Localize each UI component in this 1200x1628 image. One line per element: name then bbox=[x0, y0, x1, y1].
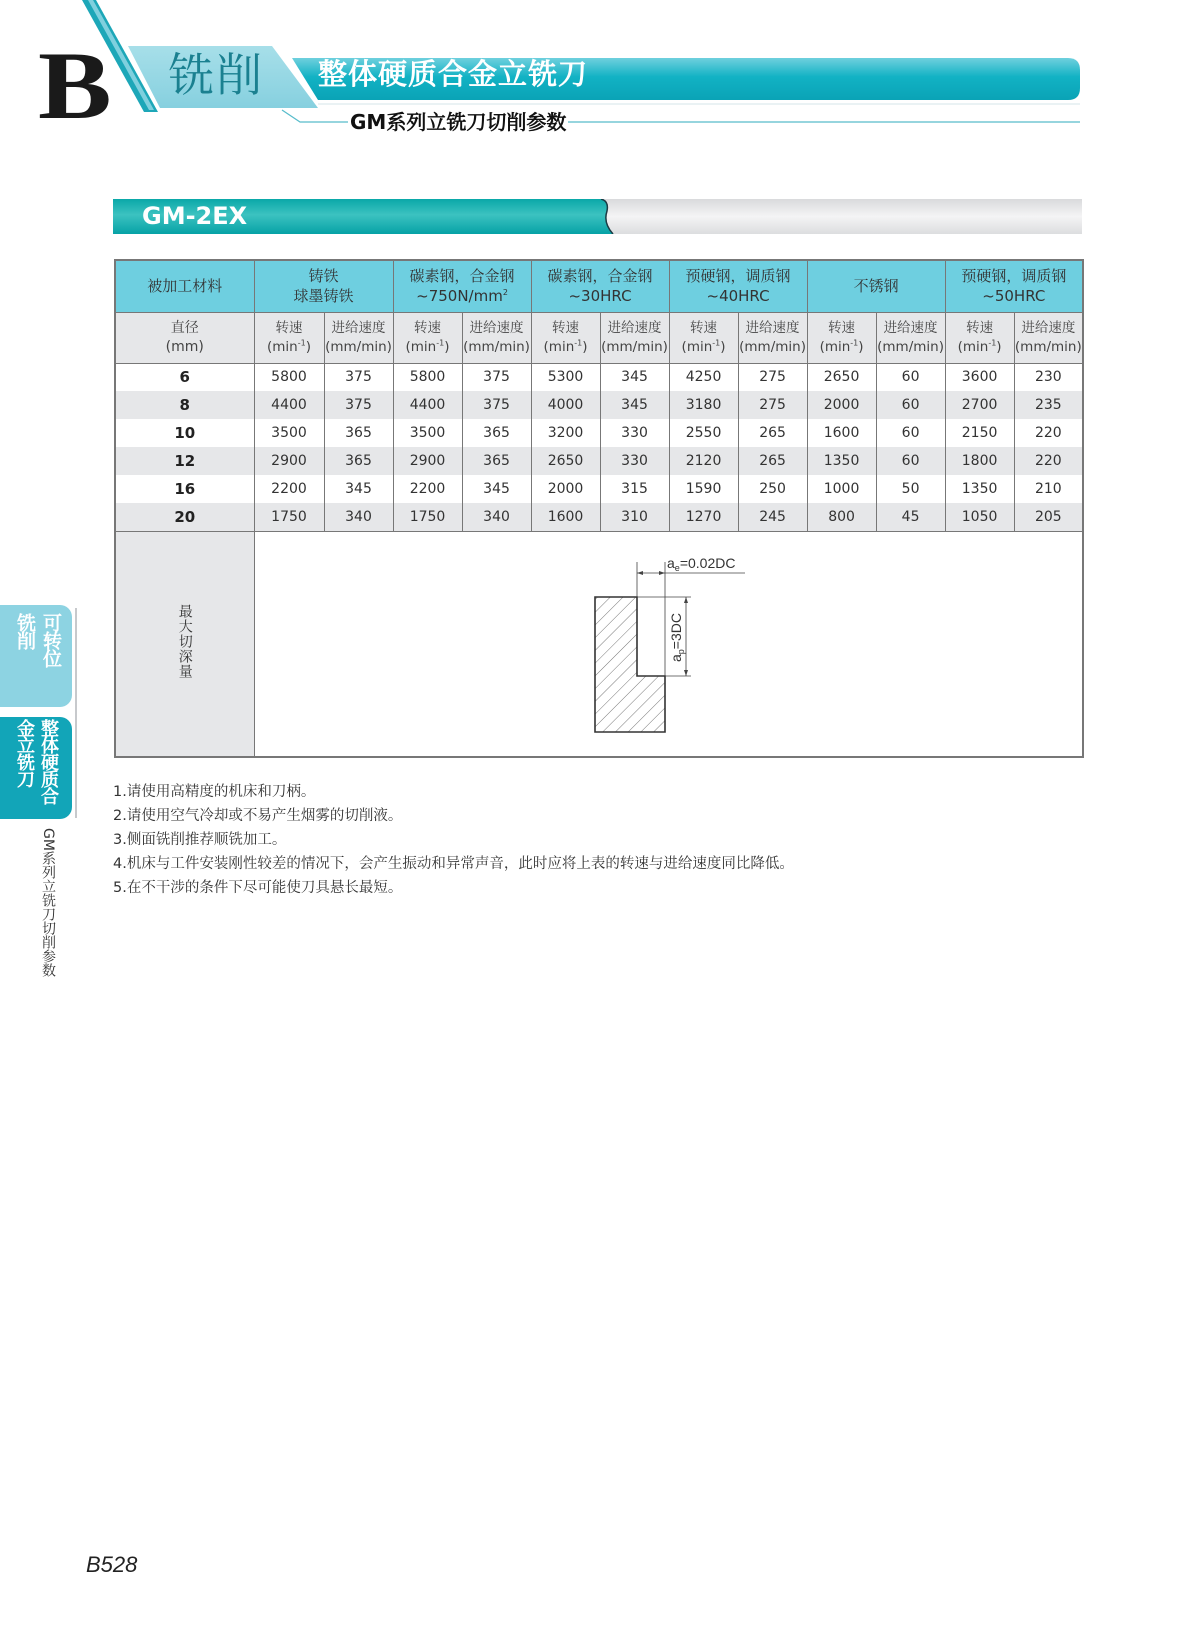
feed-header: 进给速度 (mm/min) bbox=[738, 312, 807, 363]
speed-cell: 1800 bbox=[945, 447, 1014, 475]
note-item: 1.请使用高精度的机床和刀柄。 bbox=[113, 784, 316, 800]
material-header-row bbox=[115, 260, 1083, 312]
note-item: 5.在不干涉的条件下尽可能使刀具悬长最短。 bbox=[113, 880, 403, 896]
feed-cell: 365 bbox=[324, 419, 393, 447]
table-row bbox=[115, 475, 1083, 503]
max-depth-row bbox=[115, 531, 1083, 757]
speed-cell: 4400 bbox=[254, 391, 324, 419]
speed-cell: 4000 bbox=[531, 391, 600, 419]
feed-cell: 345 bbox=[600, 363, 669, 391]
feed-header: 进给速度 (mm/min) bbox=[324, 312, 393, 363]
side-caption: GM系列立铣刀切削参数 bbox=[40, 828, 56, 977]
table-row bbox=[115, 391, 1083, 419]
speed-cell: 3500 bbox=[254, 419, 324, 447]
speed-cell: 1590 bbox=[669, 475, 738, 503]
side-tab-solid-carbide-endmill[interactable]: 整体硬质合 金立铣刀 bbox=[0, 717, 72, 819]
model-label: GM-2EX bbox=[142, 202, 248, 230]
feed-header: 进给速度 (mm/min) bbox=[1014, 312, 1083, 363]
speed-cell: 2120 bbox=[669, 447, 738, 475]
speed-cell: 2000 bbox=[531, 475, 600, 503]
diameter-cell: 10 bbox=[115, 419, 254, 447]
side-divider bbox=[75, 608, 77, 818]
feed-header: 进给速度 (mm/min) bbox=[462, 312, 531, 363]
table-row bbox=[115, 419, 1083, 447]
speed-cell: 1600 bbox=[807, 419, 876, 447]
page-title: 整体硬质合金立铣刀 bbox=[318, 57, 589, 91]
page-number: B528 bbox=[86, 1552, 138, 1577]
speed-cell: 2650 bbox=[531, 447, 600, 475]
diameter-cell: 20 bbox=[115, 503, 254, 531]
feed-cell: 375 bbox=[324, 363, 393, 391]
feed-header: 进给速度 (mm/min) bbox=[600, 312, 669, 363]
speed-header: 转速 $(\min^{-1})$ bbox=[254, 312, 324, 363]
speed-cell: 2200 bbox=[254, 475, 324, 503]
speed-header: 转速 $(\min^{-1})$ bbox=[807, 312, 876, 363]
feed-cell: 220 bbox=[1014, 447, 1083, 475]
speed-cell: 1750 bbox=[393, 503, 462, 531]
feed-cell: 60 bbox=[876, 363, 945, 391]
speed-cell: 1270 bbox=[669, 503, 738, 531]
diameter-cell: 12 bbox=[115, 447, 254, 475]
table-row bbox=[115, 503, 1083, 531]
speed-cell: 1750 bbox=[254, 503, 324, 531]
diameter-cell: 8 bbox=[115, 391, 254, 419]
speed-cell: 2550 bbox=[669, 419, 738, 447]
model-bar bbox=[113, 199, 1082, 234]
feed-cell: 235 bbox=[1014, 391, 1083, 419]
feed-cell: 60 bbox=[876, 391, 945, 419]
feed-cell: 375 bbox=[324, 391, 393, 419]
speed-cell: 2900 bbox=[393, 447, 462, 475]
material-header-stainless: 不锈钢 bbox=[807, 260, 945, 312]
page-subtitle: GM系列立铣刀切削参数 bbox=[350, 110, 567, 134]
feed-cell: 60 bbox=[876, 447, 945, 475]
feed-cell: 220 bbox=[1014, 419, 1083, 447]
feed-cell: 60 bbox=[876, 419, 945, 447]
feed-cell: 315 bbox=[600, 475, 669, 503]
speed-cell: 2650 bbox=[807, 363, 876, 391]
speed-cell: 1350 bbox=[945, 475, 1014, 503]
speed-cell: 3500 bbox=[393, 419, 462, 447]
feed-cell: 330 bbox=[600, 447, 669, 475]
feed-cell: 250 bbox=[738, 475, 807, 503]
feed-cell: 345 bbox=[600, 391, 669, 419]
diameter-cell: 16 bbox=[115, 475, 254, 503]
feed-cell: 45 bbox=[876, 503, 945, 531]
table-row bbox=[115, 363, 1083, 391]
feed-cell: 210 bbox=[1014, 475, 1083, 503]
speed-cell: 2200 bbox=[393, 475, 462, 503]
feed-cell: 340 bbox=[324, 503, 393, 531]
note-item: 2.请使用空气冷却或不易产生烟雾的切削液。 bbox=[113, 808, 403, 824]
speed-cell: 2700 bbox=[945, 391, 1014, 419]
material-header-prehardened-50hrc: 预硬钢，调质钢 ~50HRC bbox=[945, 260, 1083, 312]
feed-cell: 375 bbox=[462, 363, 531, 391]
feed-cell: 345 bbox=[462, 475, 531, 503]
material-label: 被加工材料 bbox=[115, 260, 254, 312]
speed-cell: 2900 bbox=[254, 447, 324, 475]
feed-cell: 245 bbox=[738, 503, 807, 531]
feed-cell: 205 bbox=[1014, 503, 1083, 531]
feed-cell: 275 bbox=[738, 391, 807, 419]
speed-cell: 1350 bbox=[807, 447, 876, 475]
material-header-carbon-steel-30hrc: 碳素钢，合金钢 ~30HRC bbox=[531, 260, 669, 312]
feed-cell: 330 bbox=[600, 419, 669, 447]
cutting-parameters-table bbox=[114, 259, 1084, 758]
speed-header: 转速 $(\min^{-1})$ bbox=[669, 312, 738, 363]
speed-cell: 5800 bbox=[393, 363, 462, 391]
speed-cell: 1600 bbox=[531, 503, 600, 531]
material-header-prehardened-40hrc: 预硬钢，调质钢 ~40HRC bbox=[669, 260, 807, 312]
feed-cell: 50 bbox=[876, 475, 945, 503]
material-header-carbon-steel-750: 碳素钢，合金钢 $\sim 750N/mm^2$ bbox=[393, 260, 531, 312]
usage-notes bbox=[113, 780, 794, 900]
table-row bbox=[115, 447, 1083, 475]
feed-cell: 265 bbox=[738, 419, 807, 447]
speed-cell: 4250 bbox=[669, 363, 738, 391]
max-depth-label: 最大切深量 bbox=[115, 531, 254, 757]
ae-label: $a_e=0.02DC$ bbox=[666, 554, 735, 573]
speed-cell: 1000 bbox=[807, 475, 876, 503]
feed-cell: 340 bbox=[462, 503, 531, 531]
speed-cell: 800 bbox=[807, 503, 876, 531]
speed-cell: 5800 bbox=[254, 363, 324, 391]
feed-header: 进给速度 (mm/min) bbox=[876, 312, 945, 363]
unit-header-row bbox=[115, 312, 1083, 363]
feed-cell: 365 bbox=[462, 447, 531, 475]
diameter-cell: 6 bbox=[115, 363, 254, 391]
feed-cell: 275 bbox=[738, 363, 807, 391]
speed-cell: 3600 bbox=[945, 363, 1014, 391]
speed-cell: 4400 bbox=[393, 391, 462, 419]
feed-cell: 230 bbox=[1014, 363, 1083, 391]
speed-cell: 2150 bbox=[945, 419, 1014, 447]
feed-cell: 375 bbox=[462, 391, 531, 419]
depth-figure-cell bbox=[254, 531, 1083, 757]
speed-header: 转速 $(\min^{-1})$ bbox=[393, 312, 462, 363]
speed-header: 转速 $(\min^{-1})$ bbox=[945, 312, 1014, 363]
speed-cell: 5300 bbox=[531, 363, 600, 391]
speed-cell: 3180 bbox=[669, 391, 738, 419]
material-header-cast-iron: 铸铁 球墨铸铁 bbox=[254, 260, 393, 312]
section-title: 铣削 bbox=[168, 48, 264, 102]
speed-cell: 2000 bbox=[807, 391, 876, 419]
speed-cell: 1050 bbox=[945, 503, 1014, 531]
cut-depth-diagram bbox=[255, 532, 1084, 756]
section-letter: B bbox=[38, 32, 112, 139]
diameter-header: 直径 (mm) bbox=[115, 312, 254, 363]
note-item: 4.机床与工件安装刚性较差的情况下，会产生振动和异常声音，此时应将上表的转速与进给速度同比降低。 bbox=[113, 856, 794, 872]
side-tab-indexable-milling[interactable]: 可转位 铣削 bbox=[0, 605, 72, 707]
note-item: 3.侧面铣削推荐顺铣加工。 bbox=[113, 832, 287, 848]
feed-cell: 310 bbox=[600, 503, 669, 531]
feed-cell: 365 bbox=[324, 447, 393, 475]
ap-label: $a_p=3DC$ bbox=[667, 612, 686, 662]
feed-cell: 365 bbox=[462, 419, 531, 447]
feed-cell: 265 bbox=[738, 447, 807, 475]
speed-header: 转速 $(\min^{-1})$ bbox=[531, 312, 600, 363]
feed-cell: 345 bbox=[324, 475, 393, 503]
speed-cell: 3200 bbox=[531, 419, 600, 447]
